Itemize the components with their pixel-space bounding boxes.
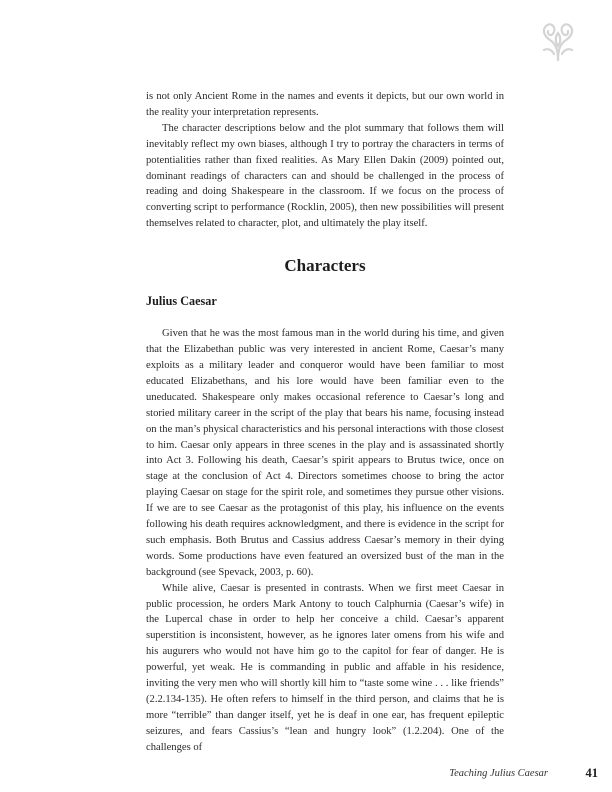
body-paragraph-2: While alive, Caesar is presented in contrasts. When we first meet Caesar in public procession, he orders Mark Antony to touch Calphurnia (Caesar’s wife) in the Lupercal chase in order to help her conceive a child. Caesar’s apparent superstition is inconsistent, however, as he ignores later omens from his wife and his augurers who would not have him go to the capitol for fear of danger. He is powerful, yet weak. He is commanding in public and affable in his residence, inviting the very men who will shortly kill him to “taste some wine . . . like friends” (2.2.134-135). He often refers to himself in the third person, and claims that he is more “terrible” than danger itself, yet he is deaf in one ear, has frequent epileptic seizures, and fears Cassius’s “lean and hungry look” (1.2.204). One of the challenges of (146, 582, 504, 753)
intro-paragraph-1: is not only Ancient Rome in the names and events it depicts, but our own world in the reality your interpretation represents. (146, 91, 504, 118)
intro-paragraph-2: The character descriptions below and the plot summary that follows them will inevitably reflect my own biases, although I try to portray the characters in terms of potentialities rather than fixed realities. As Mary Ellen Dakin (2009) pointed out, dominant readings of characters can and should be challenged in the process of reading and doing Shakespeare in the classroom. If we focus on the process of converting script to performance (Rocklin, 2005), then new possibilities will present themselves related to character, plot, and ultimately the play itself. (146, 122, 504, 230)
page-number: 41 (585, 766, 598, 780)
section-heading: Characters (284, 256, 366, 276)
floral-ornament-icon (536, 20, 580, 64)
running-footer-title: Teaching Julius Caesar (449, 768, 548, 779)
character-subheading: Julius Caesar (146, 294, 217, 309)
page-body (146, 89, 504, 756)
body-paragraph-1: Given that he was the most famous man in the world during his time, and given that the Elizabethan public was very interested in ancient Rome, Caesar’s many exploits as a military leader and conqueror would have been familiar to most educated Elizabethans, and his lore would have been familiar even to the uneducated. Shakespeare only makes occasional reference to Caesar’s long and storied military career in the script of the play that bears his name, focusing instead on the man’s physical characteristics and his personal interactions with those closest to him. Caesar only appears in three scenes in the play and is assassinated shortly into Act 3. Following his death, Caesar’s spirit appears to Brutus twice, once on stage at the conclusion of Act 4. Directors sometimes choose to bring the actor playing Caesar on stage for the spirit role, and sometimes they pursue other visions. If we are to see Caesar as the protagonist of this play, his influence on the events following his death requires acknowledgment, and there is evidence in the script for such emphasis. Both Brutus and Cassius address Caesar’s memory in their dying words. Some productions have even featured an oversized bust of the man in the background (see Spevack, 2003, p. 60). (146, 328, 504, 578)
